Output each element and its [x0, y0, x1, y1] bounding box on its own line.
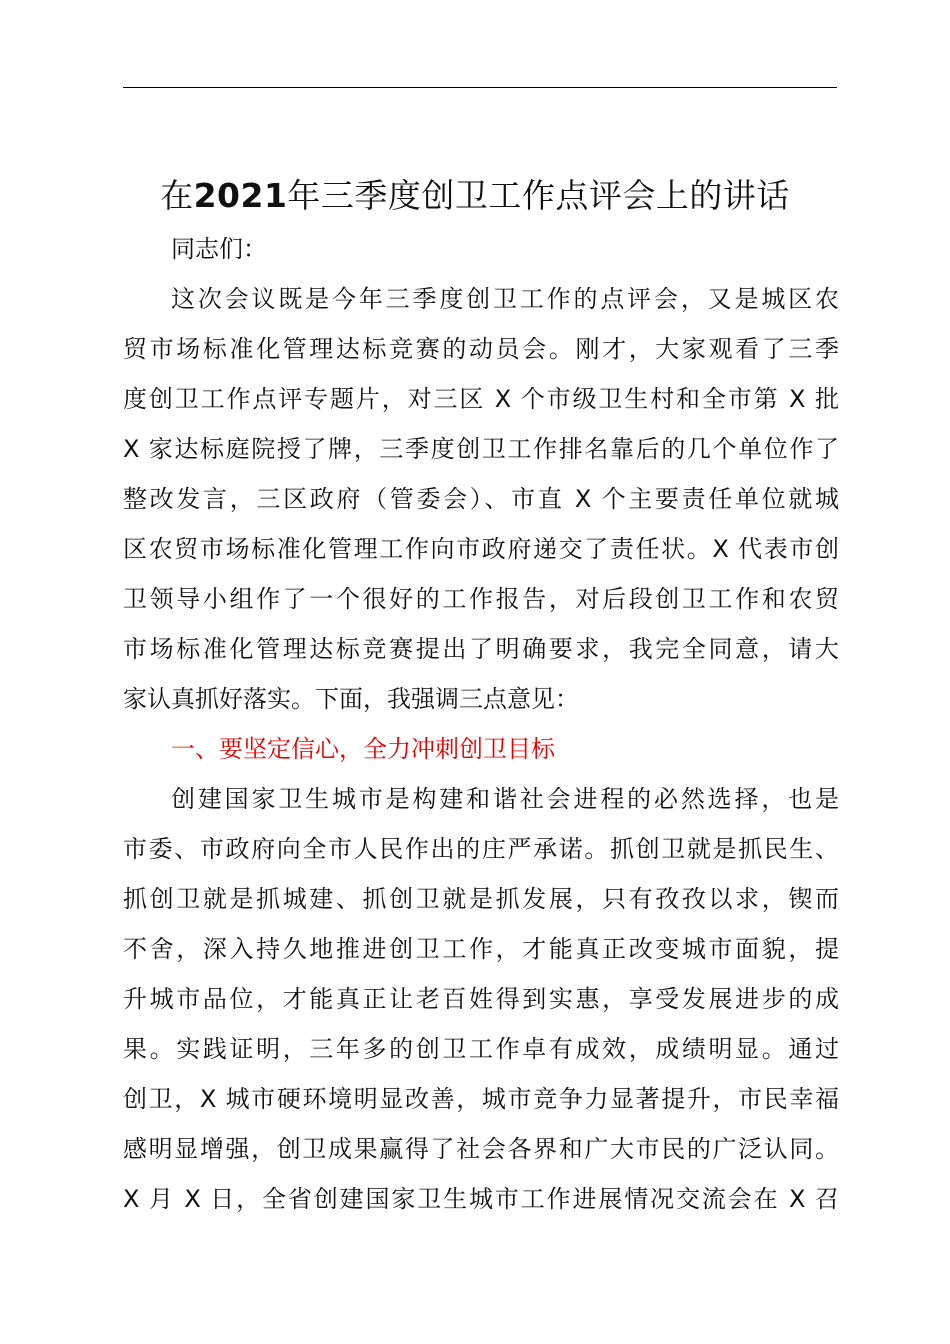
paragraph-line: 这次会议既是今年三季度创卫工作的点评会，又是城区农: [171, 285, 839, 313]
paragraph-line: 度创卫工作点评专题片，对三区 X 个市级卫生村和全市第 X 批: [123, 385, 839, 413]
section-heading-text: 一、要坚定信心，全力冲刺创卫目标: [171, 735, 555, 763]
paragraph-line: X 家达标庭院授了牌，三季度创卫工作排名靠后的几个单位作了: [123, 435, 839, 463]
paragraph-line: 市委、市政府向全市人民作出的庄严承诺。抓创卫就是抓民生、: [123, 835, 839, 863]
paragraph-line: 果。实践证明，三年多的创卫工作卓有成效，成绩明显。通过: [123, 1035, 839, 1063]
paragraph-line: 创卫，X 城市硬环境明显改善，城市竞争力显著提升，市民幸福: [123, 1085, 839, 1113]
paragraph-line: 整改发言，三区政府（管委会）、市直 X 个主要责任单位就城: [123, 485, 839, 513]
title-year: 2021: [193, 176, 288, 216]
paragraph-line: 卫领导小组作了一个很好的工作报告，对后段创卫工作和农贸: [123, 585, 839, 613]
salutation-text: 同志们：: [171, 235, 267, 263]
paragraph-line: 贸市场标准化管理达标竞赛的动员会。刚才，大家观看了三季: [123, 335, 839, 363]
paragraph-line: 升城市品位，才能真正让老百姓得到实惠，享受发展进步的成: [123, 985, 839, 1013]
paragraph-line: 市场标准化管理达标竞赛提出了明确要求，我完全同意，请大: [123, 635, 839, 663]
document-body: [123, 224, 839, 1224]
salutation: [123, 224, 839, 274]
paragraph-line: 感明显增强，创卫成果赢得了社会各界和广大市民的广泛认同。: [123, 1135, 839, 1163]
paragraph-line: X 月 X 日，全省创建国家卫生城市工作进展情况交流会在 X 召: [123, 1185, 839, 1213]
title-suffix: 年三季度创卫工作点评会上的讲话: [287, 176, 790, 216]
paragraph-line: 创建国家卫生城市是构建和谐社会进程的必然选择，也是: [171, 785, 839, 813]
section-heading-1: [123, 724, 839, 774]
paragraph-line: 区农贸市场标准化管理工作向市政府递交了责任状。X 代表市创: [123, 535, 839, 563]
paragraph-2: [123, 774, 839, 1224]
paragraph-1: [123, 274, 839, 724]
document-title: [0, 170, 950, 222]
title-prefix: 在: [160, 176, 194, 216]
paragraph-line: 家认真抓好落实。下面，我强调三点意见：: [123, 685, 579, 713]
paragraph-line: 不舍，深入持久地推进创卫工作，才能真正改变城市面貌，提: [123, 935, 839, 963]
header-rule: [123, 87, 837, 88]
paragraph-line: 抓创卫就是抓城建、抓创卫就是抓发展，只有孜孜以求，锲而: [123, 885, 839, 913]
